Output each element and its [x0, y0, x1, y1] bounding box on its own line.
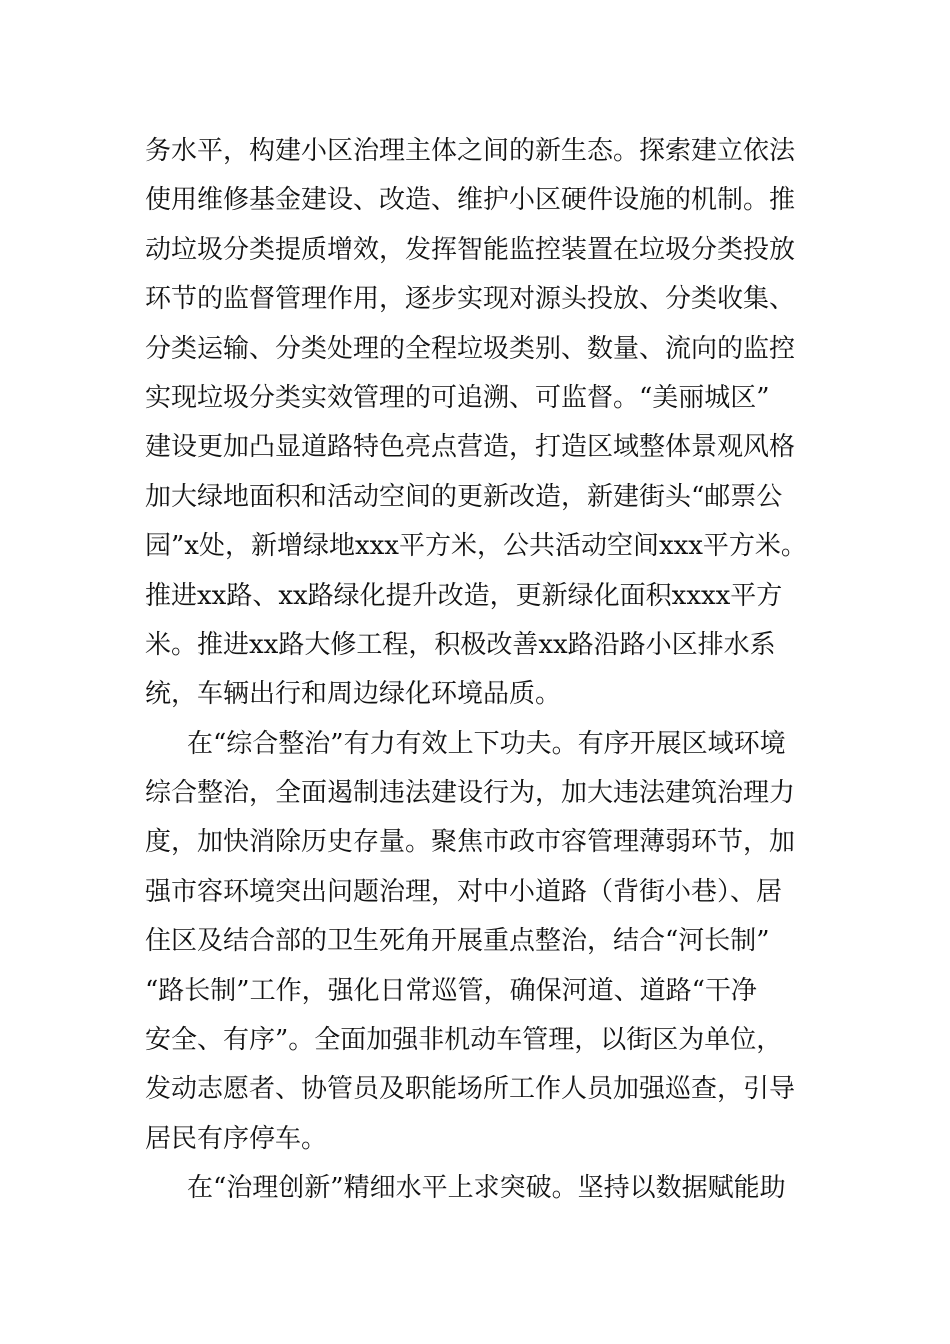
text-line: 推进xx路、xx路绿化提升改造，更新绿化面积xxxx平方 [145, 580, 783, 611]
text-line: 动垃圾分类提质增效，发挥智能监控装置在垃圾分类投放 [145, 234, 796, 265]
body-text [145, 127, 815, 1214]
text-line: 安全、有序”。全面加强非机动车管理，以街区为单位， [145, 1025, 783, 1056]
text-line: 在“治理创新”精细水平上求突破。坚持以数据赋能助 [187, 1173, 786, 1204]
text-line: 实现垃圾分类实效管理的可追溯、可监督。“美丽城区” [145, 382, 770, 413]
text-line: 统，车辆出行和周边绿化环境品质。 [145, 679, 562, 710]
text-line: 园”x处，新增绿地xxx平方米，公共活动空间xxx平方米。 [145, 531, 807, 562]
text-line: 加大绿地面积和活动空间的更新改造，新建街头“邮票公 [145, 481, 783, 512]
text-line: 在“综合整治”有力有效上下功夫。有序开展区域环境 [187, 728, 786, 759]
text-line: 居民有序停车。 [145, 1123, 328, 1154]
text-line: 强市容环境突出问题治理，对中小道路（背街小巷）、居 [145, 876, 783, 907]
text-line: 度，加快消除历史存量。聚焦市政市容管理薄弱环节，加 [145, 827, 796, 858]
text-line: 环节的监督管理作用，逐步实现对源头投放、分类收集、 [145, 284, 796, 315]
text-line: 综合整治，全面遏制违法建设行为，加大违法建筑治理力 [145, 778, 796, 809]
text-line: 建设更加凸显道路特色亮点营造，打造区域整体景观风格 [145, 432, 796, 463]
text-line: 分类运输、分类处理的全程垃圾类别、数量、流向的监控 [145, 333, 796, 364]
text-line: 住区及结合部的卫生死角开展重点整治，结合“河长制” [145, 926, 770, 957]
text-line: 务水平，构建小区治理主体之间的新生态。探索建立依法 [145, 136, 796, 166]
text-line: 发动志愿者、协管员及职能场所工作人员加强巡查，引导 [145, 1074, 796, 1105]
text-line: “路长制”工作，强化日常巡管，确保河道、道路“干净 [145, 975, 757, 1006]
text-line: 使用维修基金建设、改造、维护小区硬件设施的机制。推 [145, 185, 796, 216]
text-line: 米。推进xx路大修工程，积极改善xx路沿路小区排水系 [145, 629, 776, 660]
